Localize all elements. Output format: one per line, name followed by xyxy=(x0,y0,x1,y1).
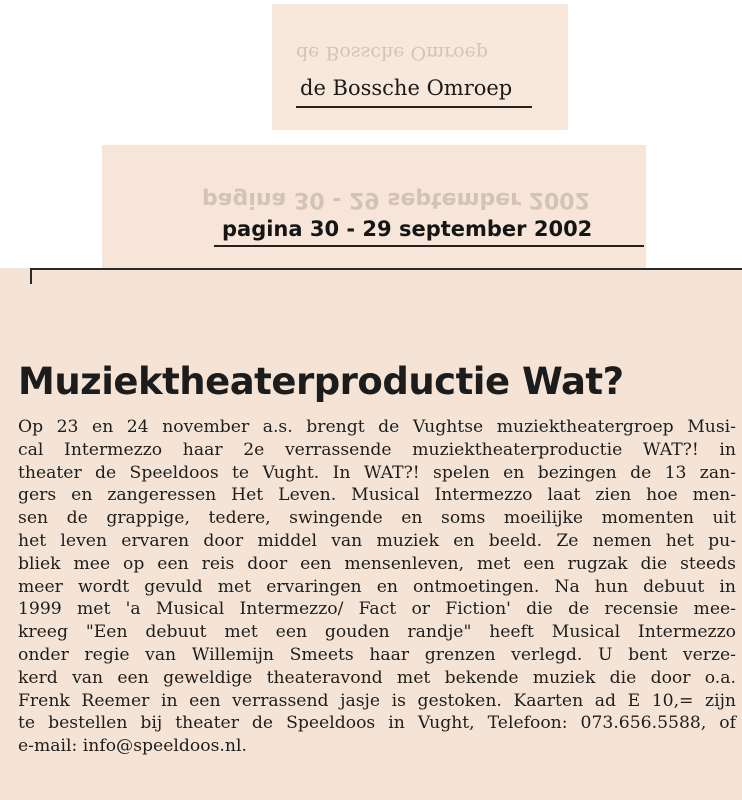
body-line: te bestellen bij theater de Speeldoos in Vught, Telefoon: 073.656.5588, of xyxy=(18,713,736,734)
date-clipping xyxy=(102,145,646,273)
article-clipping xyxy=(0,268,742,800)
body-line: kerd van een geweldige theateravond met bekende muziek die door o.a. xyxy=(18,667,736,688)
article-headline: Muziektheaterproductie Wat? xyxy=(18,360,624,403)
date-line: pagina 30 - 29 september 2002 xyxy=(222,217,593,241)
body-line: sen de grappige, tedere, swingende en soms moeilijke momenten uit xyxy=(18,508,736,529)
body-line: bliek mee op een reis door een mensenleven, met een rugzak die steeds xyxy=(18,553,736,574)
source-clipping xyxy=(272,4,568,130)
body-line: cal Intermezzo haar 2e verrassende muziektheaterproductie WAT?! in xyxy=(18,439,736,460)
date-underline xyxy=(214,245,644,247)
date-bleed-through: pagina 30 - 29 september 2002 xyxy=(202,187,590,212)
body-line: Frenk Reemer in een verrassend jasje is gestoken. Kaarten ad E 10,= zijn xyxy=(18,690,736,711)
body-line: theater de Speeldoos te Vught. In WAT?! spelen en bezingen de 13 zan- xyxy=(18,462,736,483)
body-line: Op 23 en 24 november a.s. brengt de Vughtse muziektheatergroep Musi- xyxy=(18,417,736,437)
article-body xyxy=(18,416,736,758)
body-line: e-mail: info@speeldoos.nl. xyxy=(18,736,247,757)
body-line: gers en zangeressen Het Leven. Musical Intermezzo laat zien hoe men- xyxy=(18,485,736,506)
body-line: meer wordt gevuld met ervaringen en ontmoetingen. Na hun debuut in xyxy=(18,576,736,597)
article-frame-line xyxy=(30,268,742,284)
source-bleed-through: de Bossche Omroep xyxy=(296,42,489,64)
body-line: onder regie van Willemijn Smeets haar grenzen verlegd. U bent verze- xyxy=(18,644,736,665)
source-underline xyxy=(296,106,532,108)
body-line: het leven ervaren door middel van muziek en beeld. Ze nemen het pu- xyxy=(18,530,736,551)
body-line: 1999 met 'a Musical Intermezzo/ Fact or Fiction' die de recensie mee- xyxy=(18,599,736,620)
body-line: kreeg "Een debuut met een gouden randje" heeft Musical Intermezzo xyxy=(18,622,736,643)
source-name: de Bossche Omroep xyxy=(300,76,513,100)
